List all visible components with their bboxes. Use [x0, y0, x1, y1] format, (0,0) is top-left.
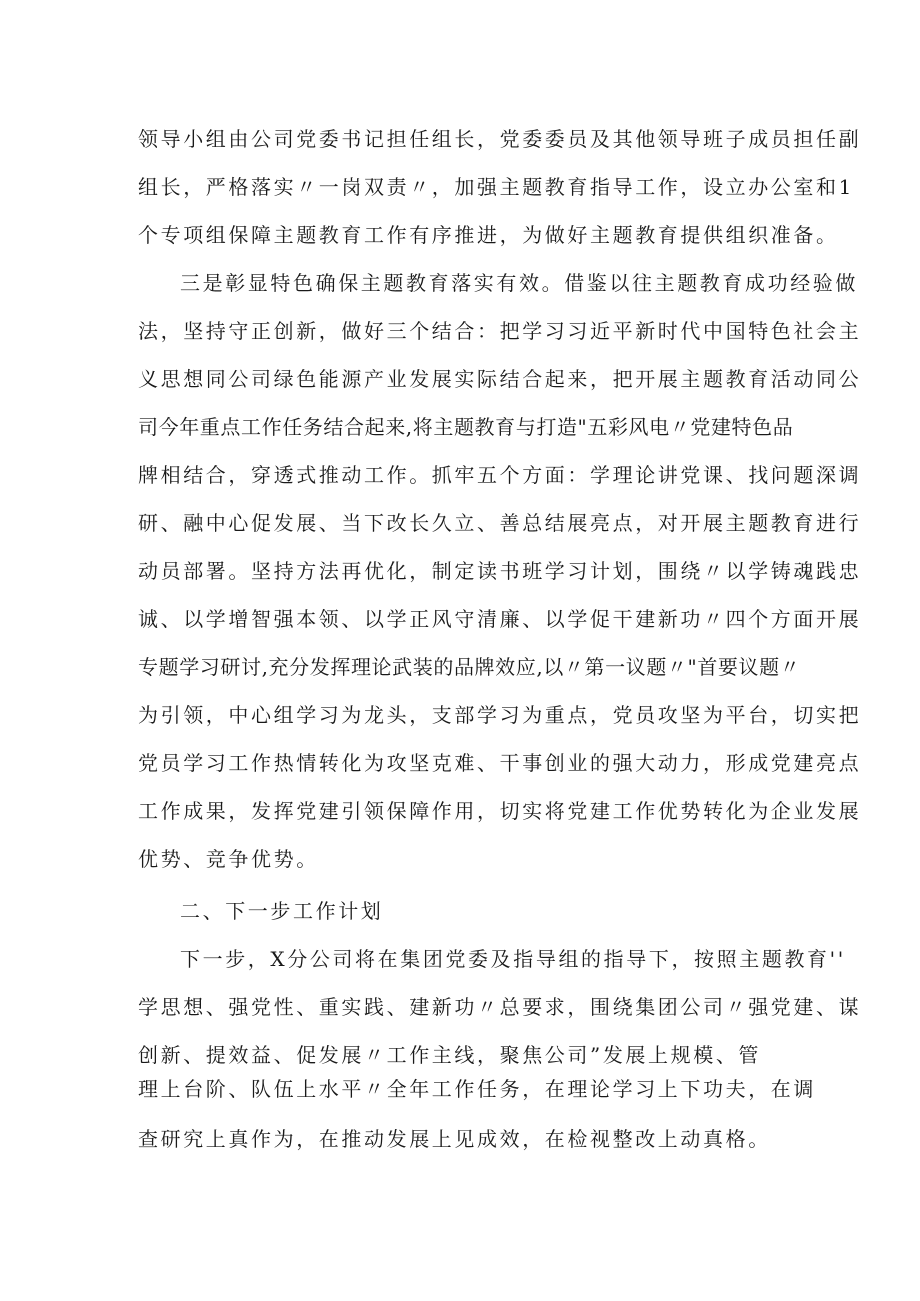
paragraph-line: 动员部署。坚持方法再优化，制定读书班学习计划，围绕〃以学铸魂践忠 [138, 559, 862, 583]
paragraph-line: 组长，严格落实〃一岗双责〃，加强主题教育指导工作，设立办公室和1 [138, 175, 854, 199]
paragraph-line: 为引领，中心组学习为龙头，支部学习为重点，党员攻坚为平台，切实把 [138, 703, 862, 727]
paragraph-line: 优势、竞争优势。 [138, 847, 319, 871]
paragraph-line: 三是彰显特色确保主题教育落实有效。借鉴以往主题教育成功经验做 [180, 271, 858, 295]
paragraph-line: 研、融中心促发展、当下改长久立、善总结展亮点，对开展主题教育进行 [138, 511, 862, 535]
paragraph-line: 工作成果，发挥党建引领保障作用，切实将党建工作优势转化为企业发展 [138, 799, 862, 823]
paragraph-line: 义思想同公司绿色能源产业发展实际结合起来，把开展主题教育活动同公 [138, 367, 862, 391]
paragraph-line: 党员学习工作热情转化为攻坚克难、干事创业的强大动力，形成党建亮点 [138, 751, 862, 775]
paragraph-line: 理上台阶、队伍上水平〃全年工作任务，在理论学习上下功夫，在调 [138, 1077, 816, 1101]
section-heading: 二、下一步工作计划 [180, 899, 384, 923]
paragraph-line: 司今年重点工作任务结合起来,将主题教育与打造"五彩风电〃党建特色品 [138, 415, 794, 439]
paragraph-line: 专题学习研讨,充分发挥理论武装的品牌效应,以〃第一议题〃"首要议题〃 [138, 655, 801, 679]
paragraph-line: 创新、提效益、促发展〃工作主线，聚焦公司”发展上规模、管 [138, 1043, 762, 1067]
paragraph-line: 牌相结合，穿透式推动工作。抓牢五个方面：学理论讲党课、找问题深调 [138, 463, 862, 487]
paragraph-line: 法，坚持守正创新，做好三个结合：把学习习近平新时代中国特色社会主 [138, 319, 862, 343]
paragraph-line: 查研究上真作为，在推动发展上见成效，在检视整改上动真格。 [138, 1127, 771, 1151]
paragraph-line: 领导小组由公司党委书记担任组长，党委委员及其他领导班子成员担任副 [138, 127, 862, 151]
paragraph-line: 学思想、强党性、重实践、建新功〃总要求，围绕集团公司〃强党建、谋 [138, 995, 862, 1019]
paragraph-line: 诚、以学增智强本领、以学正风守清廉、以学促干建新功〃四个方面开展 [138, 607, 862, 631]
paragraph-line: 个专项组保障主题教育工作有序推进，为做好主题教育提供组织准备。 [138, 223, 839, 247]
paragraph-line: 下一步，X分公司将在集团党委及指导组的指导下，按照主题教育'' [180, 947, 846, 971]
